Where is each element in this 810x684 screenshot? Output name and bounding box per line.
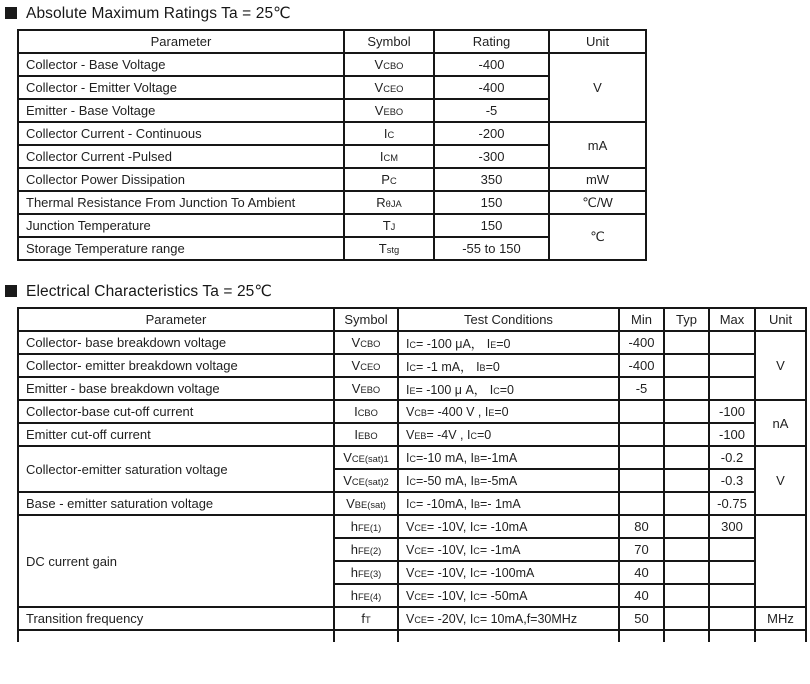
param-cell: Junction Temperature (18, 214, 344, 237)
rating-cell: 150 (434, 191, 549, 214)
cond-cell: IC=-50 mA, IB=-5mA (398, 469, 619, 492)
max-cell (709, 331, 755, 354)
param-cell (18, 630, 334, 642)
max-cell: -100 (709, 400, 755, 423)
min-cell: 70 (619, 538, 664, 561)
min-cell (619, 469, 664, 492)
symbol-cell: VCBO (344, 53, 434, 76)
min-cell (619, 630, 664, 642)
table-header-row (18, 308, 806, 331)
unit-cell: V (755, 331, 806, 400)
rating-cell: -400 (434, 53, 549, 76)
symbol-cell: VCE(sat)2 (334, 469, 398, 492)
param-cell: Thermal Resistance From Junction To Ambient (18, 191, 344, 214)
table-row (18, 377, 806, 400)
table-row (18, 53, 646, 76)
unit-cell (755, 515, 806, 607)
symbol-cell (334, 630, 398, 642)
symbol-cell: hFE(1) (334, 515, 398, 538)
typ-cell (664, 630, 709, 642)
header-min: Min (619, 308, 664, 331)
cond-cell: VCE= -10V, IC= -100mA (398, 561, 619, 584)
typ-cell (664, 469, 709, 492)
symbol-cell: hFE(3) (334, 561, 398, 584)
typ-cell (664, 584, 709, 607)
section-title-text: Electrical Characteristics Ta = 25℃ (26, 282, 272, 300)
unit-cell: ℃ (549, 214, 646, 260)
header-symbol: Symbol (334, 308, 398, 331)
rating-cell: -55 to 150 (434, 237, 549, 260)
rating-cell: -5 (434, 99, 549, 122)
unit-cell (755, 630, 806, 642)
cond-cell: VCE= -10V, IC= -1mA (398, 538, 619, 561)
table-header-row (18, 30, 646, 53)
table-row (18, 400, 806, 423)
param-cell: Collector Current -Pulsed (18, 145, 344, 168)
max-cell: -0.2 (709, 446, 755, 469)
max-cell (709, 377, 755, 400)
max-cell (709, 630, 755, 642)
symbol-cell: VCEO (334, 354, 398, 377)
param-cell: Collector- base breakdown voltage (18, 331, 334, 354)
typ-cell (664, 607, 709, 630)
typ-cell (664, 492, 709, 515)
table-row (18, 607, 806, 630)
max-cell (709, 561, 755, 584)
symbol-cell: RθJA (344, 191, 434, 214)
table-row (18, 168, 646, 191)
min-cell: 50 (619, 607, 664, 630)
cond-cell: IC= -1 mA， IB=0 (398, 354, 619, 377)
min-cell: -5 (619, 377, 664, 400)
param-cell: Storage Temperature range (18, 237, 344, 260)
abs-max-section-title (5, 4, 810, 22)
table-row (18, 122, 646, 145)
table-row (18, 191, 646, 214)
section-bullet-icon (5, 285, 17, 297)
param-cell: Transition frequency (18, 607, 334, 630)
symbol-cell: hFE(4) (334, 584, 398, 607)
max-cell (709, 584, 755, 607)
symbol-cell: VCBO (334, 331, 398, 354)
cond-cell (398, 630, 619, 642)
unit-cell: ℃/W (549, 191, 646, 214)
min-cell: 40 (619, 584, 664, 607)
param-cell: Collector-base cut-off current (18, 400, 334, 423)
cond-cell: IC= -100 μA， IE=0 (398, 331, 619, 354)
symbol-cell: Tstg (344, 237, 434, 260)
param-cell: Emitter - base breakdown voltage (18, 377, 334, 400)
max-cell: -0.75 (709, 492, 755, 515)
typ-cell (664, 538, 709, 561)
unit-cell: nA (755, 400, 806, 446)
symbol-cell: ICM (344, 145, 434, 168)
header-rating: Rating (434, 30, 549, 53)
min-cell: -400 (619, 331, 664, 354)
symbol-cell: VBE(sat) (334, 492, 398, 515)
symbol-cell: VEBO (334, 377, 398, 400)
param-cell: Collector Power Dissipation (18, 168, 344, 191)
typ-cell (664, 515, 709, 538)
param-cell: DC current gain (18, 515, 334, 607)
cond-cell: VEB= -4V , IC=0 (398, 423, 619, 446)
min-cell (619, 446, 664, 469)
typ-cell (664, 561, 709, 584)
header-parameter: Parameter (18, 308, 334, 331)
unit-cell: mW (549, 168, 646, 191)
symbol-cell: VCEO (344, 76, 434, 99)
param-cell: Collector - Base Voltage (18, 53, 344, 76)
rating-cell: -300 (434, 145, 549, 168)
max-cell: 300 (709, 515, 755, 538)
cond-cell: VCE= -10V, IC= -50mA (398, 584, 619, 607)
param-cell: Collector Current - Continuous (18, 122, 344, 145)
table-row (18, 354, 806, 377)
rating-cell: -400 (434, 76, 549, 99)
symbol-cell: IEBO (334, 423, 398, 446)
rating-cell: -200 (434, 122, 549, 145)
unit-cell: mA (549, 122, 646, 168)
typ-cell (664, 446, 709, 469)
typ-cell (664, 423, 709, 446)
cond-cell: VCE= -20V, IC= 10mA,f=30MHz (398, 607, 619, 630)
min-cell (619, 400, 664, 423)
unit-cell: MHz (755, 607, 806, 630)
param-cell: Base - emitter saturation voltage (18, 492, 334, 515)
unit-cell: V (755, 446, 806, 515)
symbol-cell: PC (344, 168, 434, 191)
unit-cell: V (549, 53, 646, 122)
param-cell: Collector-emitter saturation voltage (18, 446, 334, 492)
typ-cell (664, 400, 709, 423)
cond-cell: IC=-10 mA, IB=-1mA (398, 446, 619, 469)
symbol-cell: fT (334, 607, 398, 630)
header-max: Max (709, 308, 755, 331)
header-test-conditions: Test Conditions (398, 308, 619, 331)
section-bullet-icon (5, 7, 17, 19)
electrical-section-title (5, 282, 810, 300)
table-row (18, 214, 646, 237)
header-symbol: Symbol (344, 30, 434, 53)
min-cell (619, 423, 664, 446)
param-cell: Collector - Emitter Voltage (18, 76, 344, 99)
symbol-cell: TJ (344, 214, 434, 237)
electrical-table (17, 307, 807, 642)
max-cell: -100 (709, 423, 755, 446)
cond-cell: VCB= -400 V , IE=0 (398, 400, 619, 423)
cond-cell: IC= -10mA, IB=- 1mA (398, 492, 619, 515)
table-row (18, 446, 806, 469)
typ-cell (664, 354, 709, 377)
table-row (18, 492, 806, 515)
min-cell: 40 (619, 561, 664, 584)
header-unit: Unit (549, 30, 646, 53)
cond-cell: IE= -100 μ A， IC=0 (398, 377, 619, 400)
param-cell: Collector- emitter breakdown voltage (18, 354, 334, 377)
header-parameter: Parameter (18, 30, 344, 53)
typ-cell (664, 377, 709, 400)
symbol-cell: ICBO (334, 400, 398, 423)
header-typ: Typ (664, 308, 709, 331)
min-cell: -400 (619, 354, 664, 377)
rating-cell: 350 (434, 168, 549, 191)
table-row (18, 515, 806, 538)
symbol-cell: IC (344, 122, 434, 145)
table-row (18, 331, 806, 354)
header-unit: Unit (755, 308, 806, 331)
param-cell: Emitter - Base Voltage (18, 99, 344, 122)
table-row-cutoff (18, 630, 806, 642)
max-cell (709, 607, 755, 630)
max-cell: -0.3 (709, 469, 755, 492)
symbol-cell: hFE(2) (334, 538, 398, 561)
symbol-cell: VEBO (344, 99, 434, 122)
max-cell (709, 354, 755, 377)
max-cell (709, 538, 755, 561)
symbol-cell: VCE(sat)1 (334, 446, 398, 469)
cond-cell: VCE= -10V, IC= -10mA (398, 515, 619, 538)
min-cell (619, 492, 664, 515)
rating-cell: 150 (434, 214, 549, 237)
abs-max-table (17, 29, 647, 261)
section-title-text: Absolute Maximum Ratings Ta = 25℃ (26, 4, 291, 22)
param-cell: Emitter cut-off current (18, 423, 334, 446)
min-cell: 80 (619, 515, 664, 538)
table-row (18, 423, 806, 446)
typ-cell (664, 331, 709, 354)
